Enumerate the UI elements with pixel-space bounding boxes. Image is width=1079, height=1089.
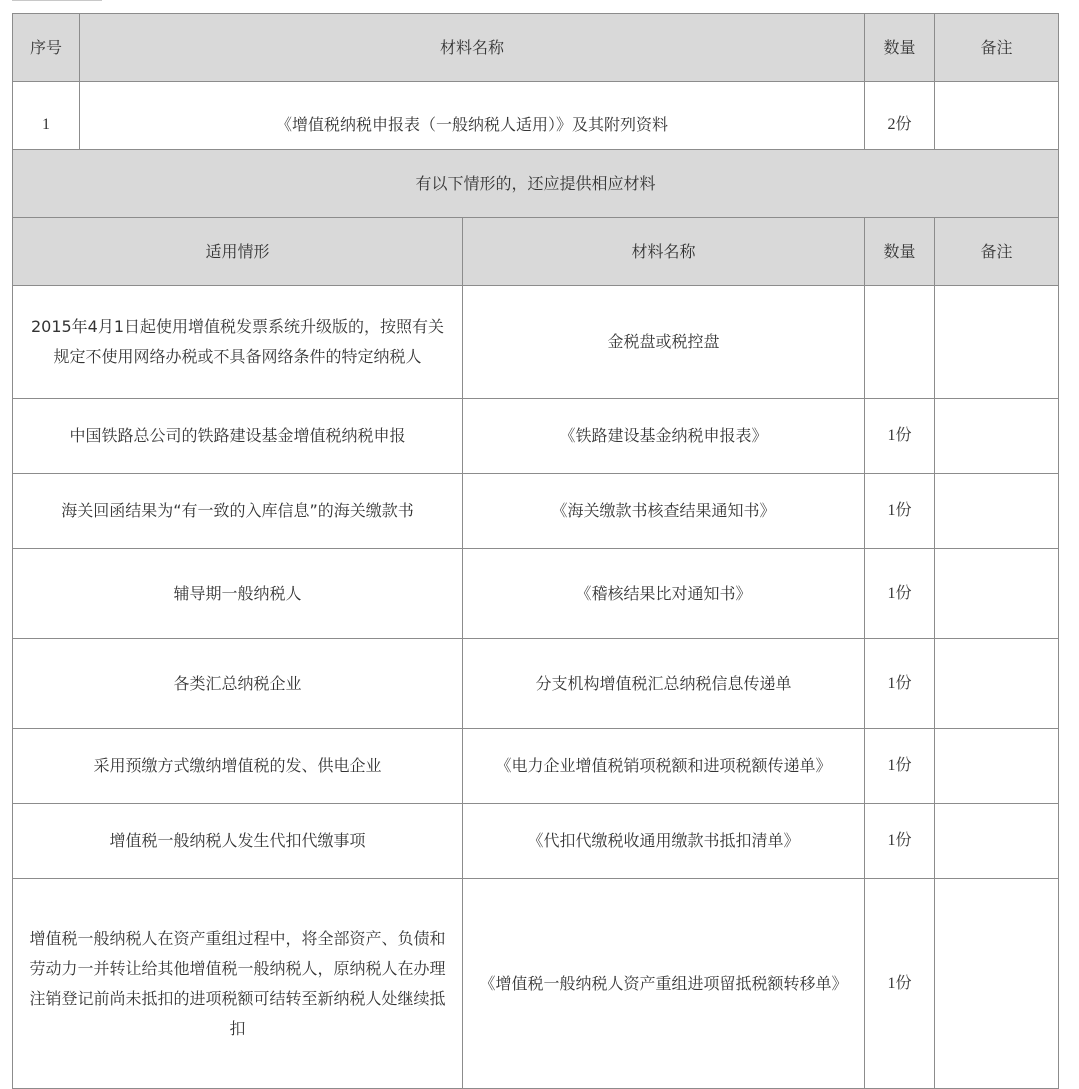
header-situation: 适用情形	[13, 218, 463, 286]
row-situation: 辅导期一般纳税人	[13, 549, 463, 639]
row-note	[935, 286, 1059, 399]
row-situation: 2015年4月1日起使用增值税发票系统升级版的，按照有关规定不使用网络办税或不具备网络条件的特定纳税人	[13, 286, 463, 399]
main-row-qty: 2份	[865, 82, 935, 150]
row-material: 分支机构增值税汇总纳税信息传递单	[463, 639, 865, 729]
row-qty: 1份	[865, 729, 935, 804]
section-title: 有以下情形的，还应提供相应材料	[13, 150, 1059, 218]
row-qty: 1份	[865, 399, 935, 474]
main-row	[13, 82, 1059, 150]
table-row	[13, 879, 1059, 1089]
row-situation: 中国铁路总公司的铁路建设基金增值税纳税申报	[13, 399, 463, 474]
row-note	[935, 549, 1059, 639]
row-note	[935, 399, 1059, 474]
materials-table	[12, 13, 1059, 1089]
row-note	[935, 474, 1059, 549]
row-material: 《代扣代缴税收通用缴款书抵扣清单》	[463, 804, 865, 879]
main-row-note	[935, 82, 1059, 150]
row-material: 《电力企业增值税销项税额和进项税额传递单》	[463, 729, 865, 804]
row-situation: 各类汇总纳税企业	[13, 639, 463, 729]
table-row	[13, 639, 1059, 729]
header-note: 备注	[935, 14, 1059, 82]
row-material: 《海关缴款书核查结果通知书》	[463, 474, 865, 549]
row-qty: 1份	[865, 639, 935, 729]
row-qty: 1份	[865, 474, 935, 549]
table-row	[13, 399, 1059, 474]
table-row	[13, 286, 1059, 399]
row-situation: 海关回函结果为“有一致的入库信息”的海关缴款书	[13, 474, 463, 549]
row-situation: 增值税一般纳税人发生代扣代缴事项	[13, 804, 463, 879]
row-situation: 采用预缴方式缴纳增值税的发、供电企业	[13, 729, 463, 804]
row-qty: 1份	[865, 549, 935, 639]
row-note	[935, 639, 1059, 729]
row-note	[935, 804, 1059, 879]
table-row	[13, 549, 1059, 639]
header-qty: 数量	[865, 14, 935, 82]
sub-header-row	[13, 218, 1059, 286]
main-row-seq: 1	[13, 82, 80, 150]
row-qty: 1份	[865, 804, 935, 879]
main-header-row	[13, 14, 1059, 82]
main-row-material: 《增值税纳税申报表（一般纳税人适用）》及其附列资料	[80, 82, 865, 150]
row-note	[935, 729, 1059, 804]
header-sub-qty: 数量	[865, 218, 935, 286]
row-qty	[865, 286, 935, 399]
row-material: 金税盘或税控盘	[463, 286, 865, 399]
table-row	[13, 474, 1059, 549]
row-material: 《稽核结果比对通知书》	[463, 549, 865, 639]
row-note	[935, 879, 1059, 1089]
header-sub-material: 材料名称	[463, 218, 865, 286]
section-title-row	[13, 150, 1059, 218]
row-situation: 增值税一般纳税人在资产重组过程中，将全部资产、负债和劳动力一并转让给其他增值税一般纳税人，原纳税人在办理注销登记前尚未抵扣的进项税额可结转至新纳税人处继续抵扣	[13, 879, 463, 1089]
top-divider	[12, 0, 102, 3]
row-material: 《铁路建设基金纳税申报表》	[463, 399, 865, 474]
table-row	[13, 804, 1059, 879]
header-sub-note: 备注	[935, 218, 1059, 286]
header-seq: 序号	[13, 14, 80, 82]
row-qty: 1份	[865, 879, 935, 1089]
header-material: 材料名称	[80, 14, 865, 82]
table-row	[13, 729, 1059, 804]
row-material: 《增值税一般纳税人资产重组进项留抵税额转移单》	[463, 879, 865, 1089]
